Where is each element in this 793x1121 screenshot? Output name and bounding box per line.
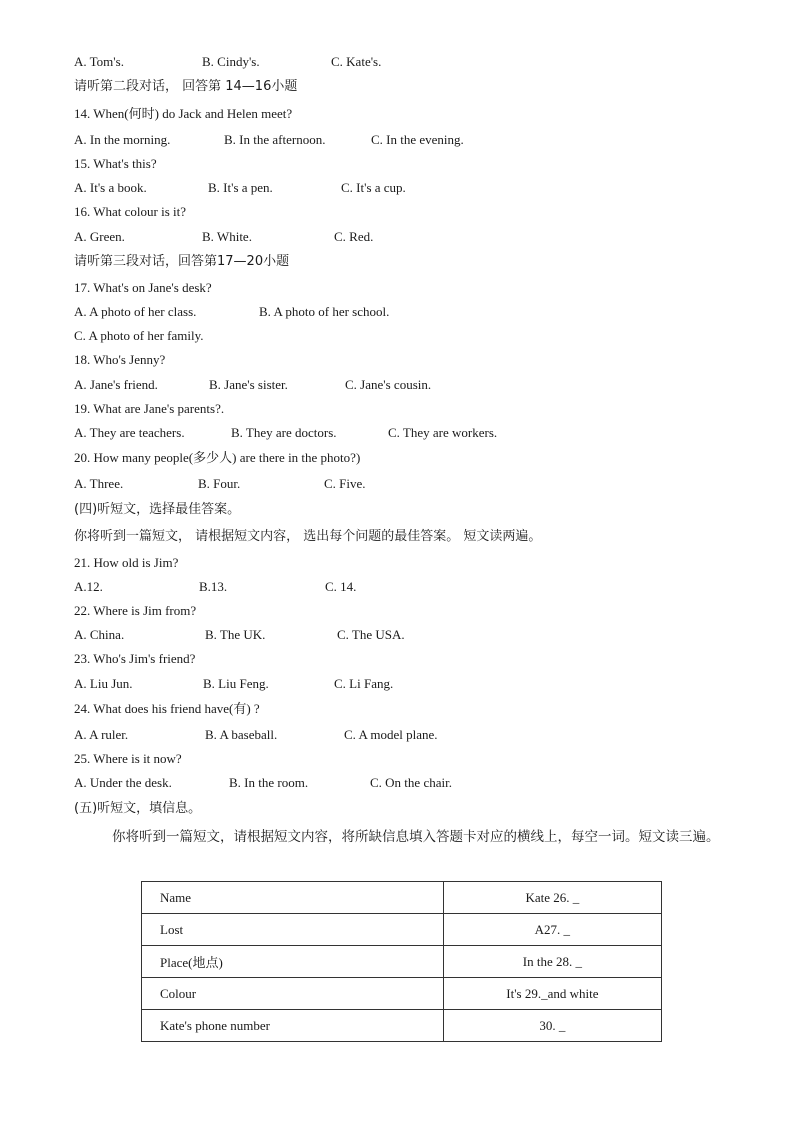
part5-title: (五)听短文，填信息。 [74,801,202,816]
q19-question: 19. What are Jane's parents?. [74,401,225,416]
q24-question: 24. What does his friend have(有) ? [74,701,260,716]
q16-option-c: C. Red. [334,229,374,244]
q15-option-b: B. It's a pen. [208,180,273,195]
q18-question: 18. Who's Jenny? [74,352,166,367]
q23-option-c: C. Li Fang. [334,676,394,691]
q16-option-b: B. White. [202,229,252,244]
q13-option-a: A. Tom's. [74,54,124,69]
q24-option-b: B. A baseball. [205,727,278,742]
q17-option-a: A. A photo of her class. [74,304,197,319]
q20-question: 20. How many people(多少人) are there in the photo?) [74,450,361,465]
q19-option-a: A. They are teachers. [74,425,185,440]
part4-title: (四)听短文，选择最佳答案。 [74,502,241,517]
q18-option-a: A. Jane's friend. [74,377,158,392]
row-value: A27. _ [443,914,661,946]
q25-question: 25. Where is it now? [74,751,182,766]
q18-option-c: C. Jane's cousin. [345,377,432,392]
q25-option-c: C. On the chair. [370,775,452,790]
row-label: Lost [142,914,444,946]
table-row [142,882,662,914]
q17-option-b: B. A photo of her school. [259,304,390,319]
q21-question: 21. How old is Jim? [74,555,179,570]
q14-option-c: C. In the evening. [371,132,464,147]
q23-option-b: B. Liu Feng. [203,676,269,691]
row-label: Colour [142,978,444,1010]
info-table [141,881,662,1042]
q21-option-c: C. 14. [325,579,357,594]
row-value: 30. _ [443,1010,661,1042]
row-value: It's 29._and white [443,978,661,1010]
q17-question: 17. What's on Jane's desk? [74,280,212,295]
q20-option-a: A. Three. [74,476,124,491]
q14-option-a: A. In the morning. [74,132,171,147]
q23-option-a: A. Liu Jun. [74,676,133,691]
row-value: Kate 26. _ [443,882,661,914]
q21-option-b: B.13. [199,579,228,594]
q16-question: 16. What colour is it? [74,204,187,219]
q22-option-a: A. China. [74,627,125,642]
q25-option-a: A. Under the desk. [74,775,172,790]
q22-question: 22. Where is Jim from? [74,603,197,618]
table-row [142,914,662,946]
table-row [142,978,662,1010]
row-label: Name [142,882,444,914]
part5-instructions: 你将听到一篇短文，请根据短文内容，将所缺信息填入答题卡对应的横线上，每空一词。短文读三遍。 [112,829,720,845]
row-value: In the 28. _ [443,946,661,978]
table-row [142,946,662,978]
q20-option-b: B. Four. [198,476,241,491]
q23-question: 23. Who's Jim's friend? [74,651,196,666]
q22-option-c: C. The USA. [337,627,405,642]
q18-option-b: B. Jane's sister. [209,377,288,392]
q15-option-a: A. It's a book. [74,180,147,195]
q25-option-b: B. In the room. [229,775,309,790]
q14-question: 14. When(何时) do Jack and Helen meet? [74,106,293,121]
q15-option-c: C. It's a cup. [341,180,406,195]
q17-option-c: C. A photo of her family. [74,328,204,343]
section2-header: 请听第二段对话， 回答第 14—16小题 [74,79,298,94]
q14-option-b: B. In the afternoon. [224,132,326,147]
q13-option-c: C. Kate's. [331,54,382,69]
q21-option-a: A.12. [74,579,103,594]
q13-option-b: B. Cindy's. [202,54,260,69]
part4-instructions: 你将听到一篇短文， 请根据短文内容， 选出每个问题的最佳答案。 短文读两遍。 [74,529,542,544]
q19-option-b: B. They are doctors. [231,425,337,440]
row-label: Kate's phone number [142,1010,444,1042]
q24-option-a: A. A ruler. [74,727,129,742]
q22-option-b: B. The UK. [205,627,266,642]
table-row [142,1010,662,1042]
q24-option-c: C. A model plane. [344,727,438,742]
q15-question: 15. What's this? [74,156,157,171]
q20-option-c: C. Five. [324,476,366,491]
q16-option-a: A. Green. [74,229,125,244]
section3-header: 请听第三段对话，回答第17—20小题 [74,254,290,269]
q19-option-c: C. They are workers. [388,425,498,440]
row-label: Place(地点) [142,946,444,978]
